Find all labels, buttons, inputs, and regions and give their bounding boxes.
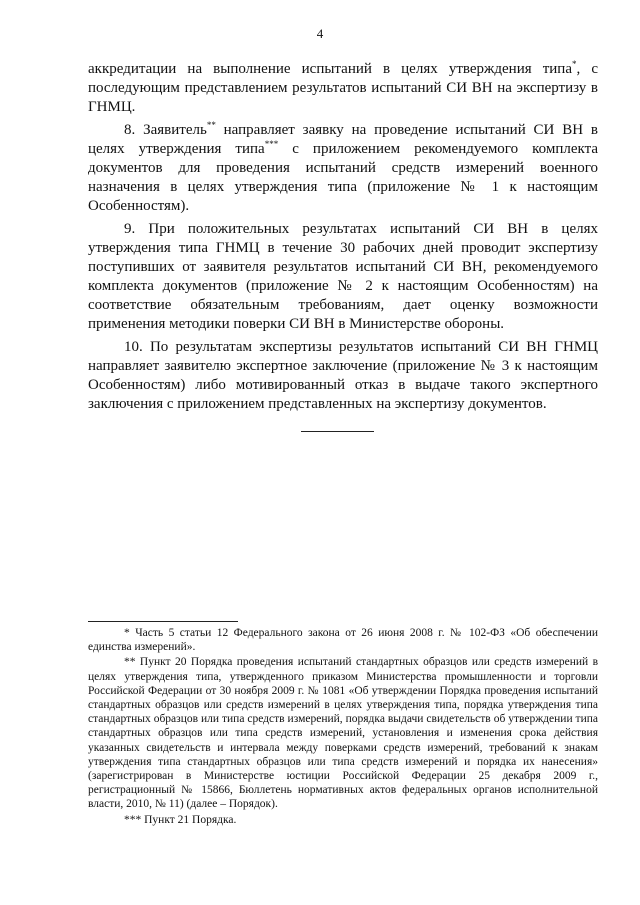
paragraph-item-8: [88, 121, 598, 216]
footnotes: [88, 626, 598, 827]
paragraph-intro: [88, 60, 598, 117]
footnote-separator: [88, 621, 238, 622]
footnote-mark-1: *: [571, 59, 577, 69]
footnote-mark-2: **: [206, 120, 216, 130]
intro-tail: , с последующим представлением результатов испытаний СИ ВН на экспертизу в ГНМЦ.: [88, 61, 598, 115]
footnote-mark-3: ***: [264, 139, 279, 149]
item8-part-a: 8. Заявитель: [124, 122, 207, 138]
item8-part-c: с приложением рекомендуемого комплекта документов для проведения испытаний средств измерений военного назначения в целях утверждения типа (приложение № 1 к настоящим Особенностям).: [88, 141, 599, 214]
intro-text: аккредитации на выполнение испытаний в целях утверждения типа: [88, 61, 572, 77]
page-number: 4: [316, 26, 324, 41]
footnote-1: * Часть 5 статьи 12 Федерального закона от 26 июня 2008 г. № 102-ФЗ «Об обеспечении единства измерений».: [88, 627, 598, 654]
paragraph-item-10: 10. По результатам экспертизы результатов испытаний СИ ВН ГНМЦ направляет заявителю экспертное заключение (приложение № 3 к настоящим Особенностям) либо мотивированный отказ в выдаче такого экспертного заключения с приложением представленных на экспертизу документов.: [88, 339, 598, 412]
document-body: [88, 60, 598, 414]
footnote-3: *** Пункт 21 Порядка.: [124, 813, 237, 826]
footnote-2: ** Пункт 20 Порядка проведения испытаний стандартных образцов или средств измерений в целях утверждения типа, утвержденного приказом Министерства промышленности и торговли Российской Федерации от 30 ноября 2009 г. № 1081 «Об утверждении Порядка проведения испытаний стандартных образцов или средств измерений в целях утверждения типа, порядка утверждения типа стандартных образцов или типа средств измерений, порядка выдачи свидетельств об утверждении типа стандартных образцов или типа средств измерений, установления и изменения срока действия указанных свидетельств и интервала между поверками средств измерений, требований к знакам утверждения типа стандартных образцов или типа средств измерений и порядка их нанесения» (зарегистрирован в Министерстве юстиции Российской Федерации 25 декабря 2009 г., регистрационный № 15866, Бюллетень нормативных актов федеральных органов исполнительной власти, 2010, № 11) (далее – Порядок).: [88, 656, 598, 811]
item8-part-b: направляет заявку на проведение испытаний СИ ВН в целях утверждения типа: [88, 122, 598, 157]
paragraph-item-9: 9. При положительных результатах испытаний СИ ВН в целях утверждения типа ГНМЦ в течение 30 рабочих дней проводит экспертизу поступивших от заявителя результатов испытаний СИ ВН, рекомендуемого комплекта документов (приложение № 2 к настоящим Особенностям) на соответствие обязательным требованиям, дает оценку возможности применения методики поверки СИ ВН в Министерстве обороны.: [88, 221, 598, 332]
end-of-text-divider: [301, 431, 374, 432]
